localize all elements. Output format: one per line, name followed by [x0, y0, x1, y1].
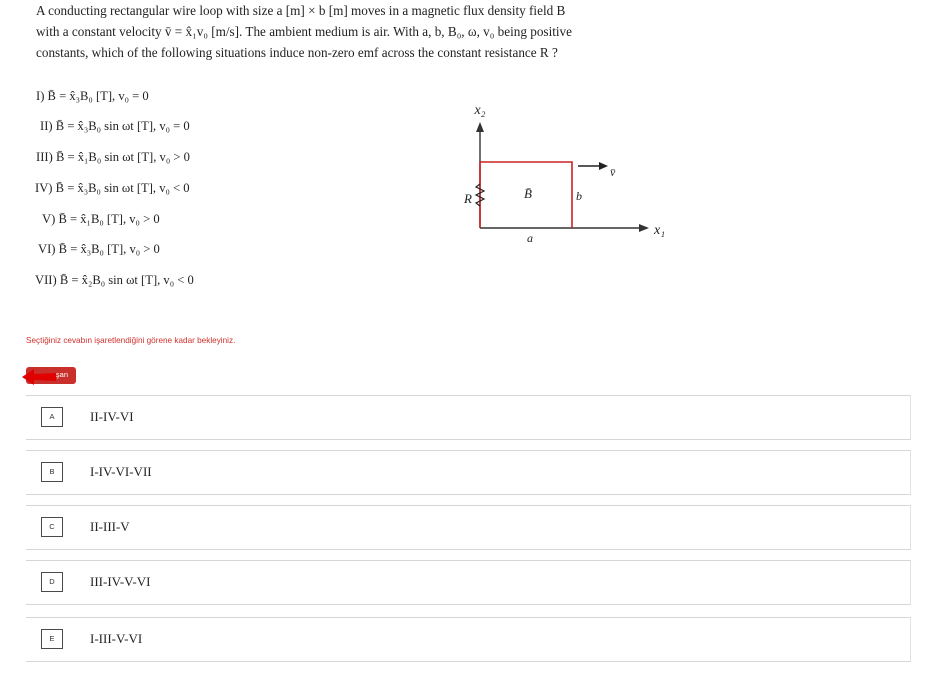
case-number: IV): [35, 181, 53, 195]
width-label: a: [527, 231, 533, 245]
question-text: [36, 0, 696, 63]
question-line-1: A conducting rectangular wire loop with size a [m] × b [m] moves in a magnetic flux density field B: [36, 3, 566, 18]
x2-label: x₂: [474, 103, 486, 118]
option-text: I-IV-VI-VII: [90, 464, 152, 479]
velocity-arrow-icon: [599, 162, 608, 170]
case-expression: B̄ = x̂₁B₀ [T], v₀ > 0: [58, 212, 160, 226]
case-expression: B̄ = x̂₂B₀ sin ωt [T], v₀ < 0: [59, 273, 194, 287]
question-line-2: with a constant velocity v̄ = x̂₁v₀ [m/s]. The ambient medium is air. With a, b, B₀, ω, v₀ being positive: [36, 24, 573, 39]
option-text: II-IV-VI: [90, 409, 134, 424]
case-number: VI): [38, 242, 56, 256]
case-number: I): [36, 89, 45, 103]
case-expression: B̄ = x̂₃B₀ sin ωt [T], v₀ < 0: [55, 181, 190, 195]
case-item: [42, 209, 160, 229]
question-line-3: constants, which of the following situations induce non-zero emf across the constant resistance R ?: [36, 45, 558, 60]
option-letter[interactable]: E: [41, 629, 63, 649]
case-expression: B̄ = x̂₃B₀ sin ωt [T], v₀ = 0: [55, 119, 190, 133]
case-expression: B̄ = x̂₃B₀ [T], v₀ > 0: [58, 242, 160, 256]
option-text: I-III-V-VI: [90, 631, 143, 646]
option-letter[interactable]: C: [41, 517, 63, 537]
submit-button[interactable]: [26, 367, 76, 384]
case-item: [36, 86, 149, 106]
wait-notice: Seçtiğiniz cevabın işaretlendiğini görene kadar bekleyiniz.: [26, 336, 236, 345]
case-item: [40, 116, 190, 136]
case-expression: B̄ = x̂₃B₀ [T], v₀ = 0: [47, 89, 149, 103]
x1-arrow-icon: [639, 224, 649, 232]
x1-label: x₁: [654, 223, 666, 238]
option-letter[interactable]: D: [41, 572, 63, 592]
resistor-label: R: [464, 191, 472, 206]
option-text: III-IV-V-VI: [90, 574, 151, 589]
case-item: [35, 270, 194, 290]
case-number: VII): [35, 273, 57, 287]
case-item: [38, 239, 160, 259]
case-number: II): [40, 119, 53, 133]
velocity-label: v̄: [610, 165, 616, 179]
case-number: III): [36, 150, 53, 164]
submit-button-label: şan: [55, 370, 68, 379]
red-arrow-icon: [22, 366, 56, 388]
option-letter[interactable]: B: [41, 462, 63, 482]
answer-option-d[interactable]: [26, 560, 911, 605]
height-label: b: [576, 189, 582, 203]
x2-arrow-icon: [476, 122, 484, 132]
option-text: II-III-V: [90, 519, 130, 534]
option-letter[interactable]: A: [41, 407, 63, 427]
case-expression: B̄ = x̂₁B₀ sin ωt [T], v₀ > 0: [55, 150, 190, 164]
answer-option-c[interactable]: [26, 505, 911, 550]
case-number: V): [42, 212, 56, 226]
loop-diagram: [450, 100, 690, 260]
case-item: [35, 178, 190, 198]
case-item: [36, 147, 190, 167]
answer-option-b[interactable]: [26, 450, 911, 495]
answer-option-e[interactable]: [26, 617, 911, 662]
b-field-label: B̄: [524, 186, 532, 201]
answer-option-a[interactable]: [26, 395, 911, 440]
